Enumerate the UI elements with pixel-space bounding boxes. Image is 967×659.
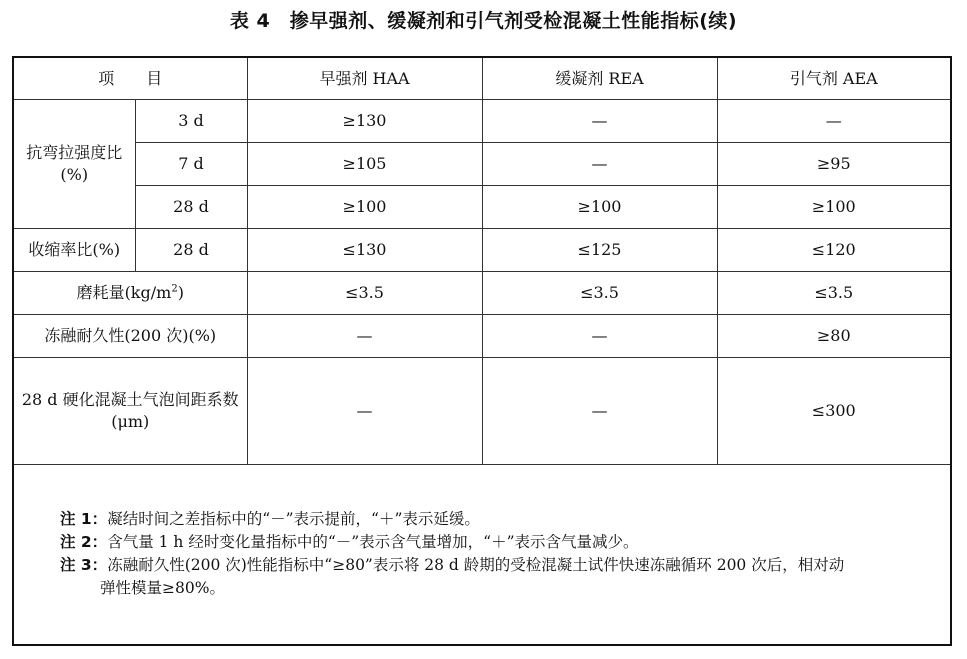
bubble-unit: (μm): [111, 412, 150, 431]
wear-close: ): [177, 283, 184, 302]
table-row: [14, 229, 950, 272]
table-title: 表 4 掺早强剂、缓凝剂和引气剂受检混凝土性能指标(续): [229, 10, 738, 32]
bubble-haa: —: [247, 358, 482, 465]
wear-rea: ≤3.5: [482, 272, 717, 315]
note-3-label: 注 3：: [60, 556, 108, 574]
flex-3d-haa: ≥130: [247, 100, 482, 143]
note-3-continuation: 弹性模量≥80%。: [100, 579, 225, 597]
freeze-rea: —: [482, 315, 717, 358]
flex-3d-aea: —: [717, 100, 950, 143]
flex-3d-rea: —: [482, 100, 717, 143]
bubble-rea: —: [482, 358, 717, 465]
table-frame: [12, 56, 952, 646]
note-3: [60, 554, 940, 600]
note-1: [60, 508, 940, 531]
note-2-label: 注 2：: [60, 533, 108, 551]
note-3-text: 冻融耐久性(200 次)性能指标中“≥80”表示将 28 d 龄期的受检混凝土试件快速冻融循环 200 次后，相对动: [107, 556, 845, 574]
flex-3d-age: 3 d: [135, 100, 247, 143]
header-aea: 引气剂 AEA: [717, 58, 950, 100]
flex-28d-rea: ≥100: [482, 186, 717, 229]
wear-sup: 2: [171, 283, 178, 295]
note-1-label: 注 1：: [60, 510, 108, 528]
header-row: [14, 58, 950, 100]
flex-7d-rea: —: [482, 143, 717, 186]
flex-28d-aea: ≥100: [717, 186, 950, 229]
note-2-text: 含气量 1 h 经时变化量指标中的“－”表示含气量增加，“＋”表示含气量减少。: [107, 533, 639, 551]
table-row: [14, 272, 950, 315]
note-2: [60, 531, 940, 554]
bubble-label-cell: [14, 358, 247, 465]
flex-7d-aea: ≥95: [717, 143, 950, 186]
bubble-label: 28 d 硬化混凝土气泡间距系数: [21, 390, 239, 409]
spec-table: [14, 58, 950, 465]
table-row: [14, 358, 950, 465]
flex-28d-age: 28 d: [135, 186, 247, 229]
flex-7d-age: 7 d: [135, 143, 247, 186]
notes-section: [14, 470, 950, 644]
header-rea: 缓凝剂 REA: [482, 58, 717, 100]
table-row: [14, 100, 950, 143]
header-item: 项 目: [14, 58, 247, 100]
wear-label: 磨耗量(kg/m: [76, 283, 172, 302]
shrink-aea: ≤120: [717, 229, 950, 272]
freeze-label: 冻融耐久性(200 次)(%): [14, 315, 247, 358]
table-row: [14, 315, 950, 358]
flex-unit: (%): [60, 165, 89, 184]
freeze-aea: ≥80: [717, 315, 950, 358]
shrink-haa: ≤130: [247, 229, 482, 272]
flex-7d-haa: ≥105: [247, 143, 482, 186]
wear-haa: ≤3.5: [247, 272, 482, 315]
flex-label-cell: [14, 100, 135, 229]
shrink-label: 收缩率比(%): [14, 229, 135, 272]
bubble-aea: ≤300: [717, 358, 950, 465]
shrink-age: 28 d: [135, 229, 247, 272]
table-row: [14, 186, 950, 229]
note-1-text: 凝结时间之差指标中的“－”表示提前，“＋”表示延缓。: [107, 510, 480, 528]
shrink-rea: ≤125: [482, 229, 717, 272]
wear-label-cell: [14, 272, 247, 315]
header-haa: 早强剂 HAA: [247, 58, 482, 100]
table-row: [14, 143, 950, 186]
wear-aea: ≤3.5: [717, 272, 950, 315]
freeze-haa: —: [247, 315, 482, 358]
flex-label: 抗弯拉强度比: [26, 143, 123, 162]
flex-28d-haa: ≥100: [247, 186, 482, 229]
